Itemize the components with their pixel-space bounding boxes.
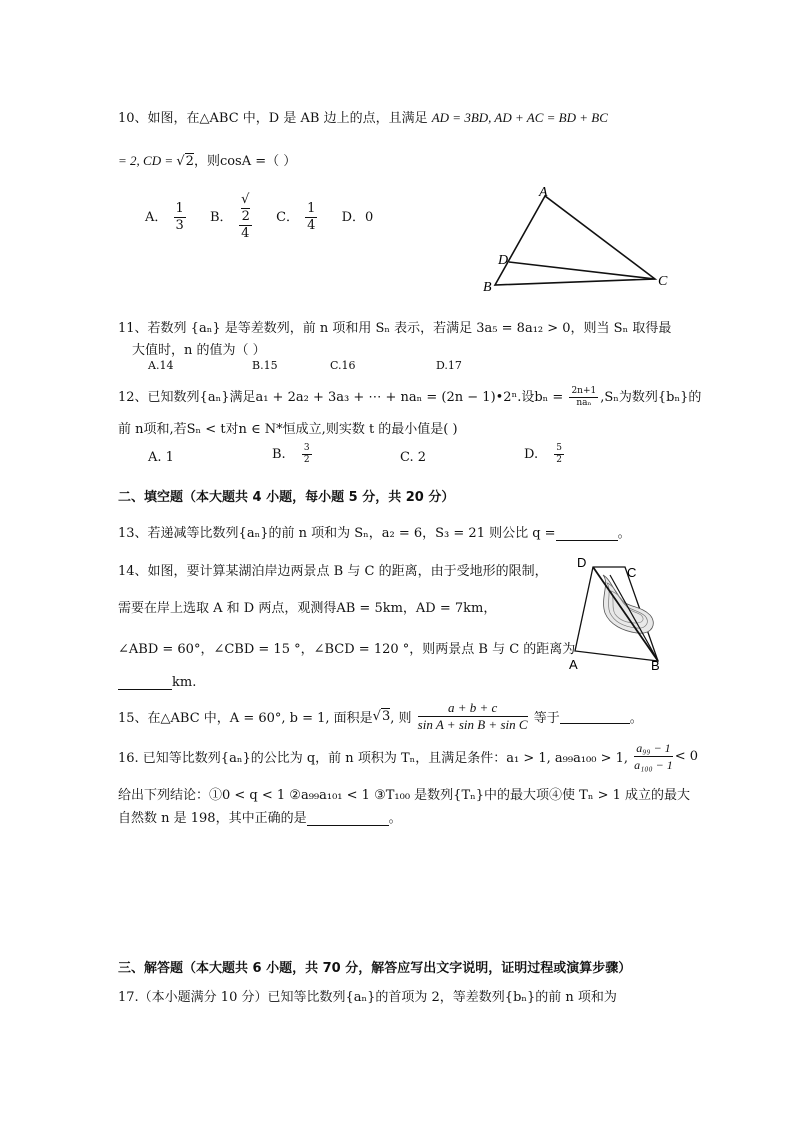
label-d: D: [577, 555, 587, 570]
q13-answer-blank[interactable]: [556, 527, 618, 541]
q15-stem: 15、在△ABC 中，A = 60°, b = 1, 面积是√3, 则 $\frac{a + b + c}{\text{sin A + sin B + sin C}}$ 等于 。: [118, 700, 643, 732]
q10-choice-d[interactable]: D．0: [341, 209, 374, 225]
q14-line1: 14、如图，要计算某湖泊岸边两景点 B 与 C 的距离，由于受地形的限制，: [118, 564, 548, 579]
q14-lake-figure: [565, 553, 675, 673]
q13-stem: 13、若递减等比数列{aₙ}的前 n 项和为 Sₙ，a₂ = 6，S₃ = 21 则公比 q = 。: [118, 526, 631, 541]
q15-answer-blank[interactable]: [560, 710, 630, 724]
label-a: A: [569, 657, 578, 672]
q12-choice-a[interactable]: A. 1: [148, 450, 174, 465]
lake-outline: [603, 575, 653, 633]
q10-choice-c[interactable]: C． $\frac{1}{4}$: [276, 200, 316, 233]
label-c: C: [627, 565, 637, 580]
label-a: A: [539, 185, 548, 200]
q10-formula: AD = 3BD, AD + AC = BD + BC: [431, 110, 608, 125]
segment-cd: [509, 262, 655, 279]
q16-line3: 自然数 n 是 198，其中正确的是 。: [118, 811, 402, 826]
q10-choice-b[interactable]: B． √ 2 4: [209, 192, 250, 241]
triangle-abc: [495, 196, 655, 285]
q10-line2: = 2, CD =: [118, 153, 177, 168]
q10-triangle-figure: [475, 182, 675, 297]
q12-stem: 12、已知数列{aₙ}满足a₁ + 2a₂ + 3a₃ + ⋯ + naₙ = (2n − 1)•2ⁿ.设bₙ = $\frac{2n+1}{\text{naₙ}}$ ,Sₙ为数列{bₙ}的: [118, 386, 702, 408]
label-c: C: [658, 274, 668, 289]
section-3-heading: 三、解答题（本大题共 6 小题，共 70 分，解答应写出文字说明，证明过程或演算步骤）: [118, 961, 632, 976]
q14-answer-blank[interactable]: [118, 676, 172, 690]
q16-stem: 16. 已知等比数列{aₙ}的公比为 q，前 n 项积为 Tₙ，且满足条件：a₁ > 1, a₉₉a₁₀₀ > 1, $\frac{\text{a₉₉ − 1}}{\text{a₁₀₀ − 1}}$ < 0: [118, 741, 699, 772]
q16-answer-blank[interactable]: [307, 812, 389, 826]
q10-tail: ，则cosA =（ ）: [193, 154, 297, 169]
q11-choice-a[interactable]: A.14: [148, 359, 174, 372]
label-b: B: [483, 280, 492, 295]
q10-text: 如图，在△ABC 中，D 是 AB 边上的点，且满足: [147, 111, 428, 126]
q10-choice-a[interactable]: A． $\frac{1}{3}$: [145, 200, 184, 233]
q16-line2: 给出下列结论：①0 < q < 1 ②a₉₉a₁₀₁ < 1 ③T₁₀₀ 是数列{Tₙ}中的最大项④使 Tₙ > 1 成立的最大: [118, 788, 691, 803]
q10-sqrt: 2: [185, 154, 194, 169]
label-d: D: [498, 253, 509, 268]
q11-stem-line2: 大值时，n 的值为（ ）: [132, 343, 266, 358]
q11-stem: 11、若数列 {aₙ} 是等差数列，前 n 项和用 Sₙ 表示，若满足 3a₅ = 8a₁₂ > 0，则当 Sₙ 取得最: [118, 321, 672, 336]
q14-line4: km.: [118, 675, 196, 690]
label-b: B: [651, 658, 660, 673]
q17-stem: 17.（本小题满分 10 分）已知等比数列{aₙ}的首项为 2，等差数列{bₙ}的前 n 项和为: [118, 990, 617, 1005]
q10-choices: [145, 192, 373, 242]
q10-stem: [118, 107, 608, 126]
q12-choice-d[interactable]: D. $\frac{5}{2}$: [524, 443, 562, 465]
q11-choice-c[interactable]: C.16: [330, 359, 356, 372]
q10-number: 10、: [118, 111, 148, 126]
q12-stem-line2: 前 n项和,若Sₙ < t对n ∈ N*恒成立,则实数 t 的最小值是( ): [118, 422, 458, 437]
q10-stem-line2: = 2, CD = √2，则cosA =（ ）: [118, 153, 297, 169]
q12-choice-c[interactable]: C. 2: [400, 450, 427, 465]
q11-choice-b[interactable]: B.15: [252, 359, 278, 372]
q12-choice-b[interactable]: B. $\frac{3}{2}$: [272, 443, 310, 465]
q14-line2: 需要在岸上选取 A 和 D 两点，观测得AB = 5km，AD = 7km，: [118, 601, 497, 616]
q11-choice-d[interactable]: D.17: [436, 359, 462, 372]
q14-line3: ∠ABD = 60°，∠CBD = 15 °，∠BCD = 120 °，则两景点 B 与 C 的距离为: [118, 642, 576, 657]
section-2-heading: 二、填空题（本大题共 4 小题，每小题 5 分，共 20 分）: [118, 490, 455, 505]
